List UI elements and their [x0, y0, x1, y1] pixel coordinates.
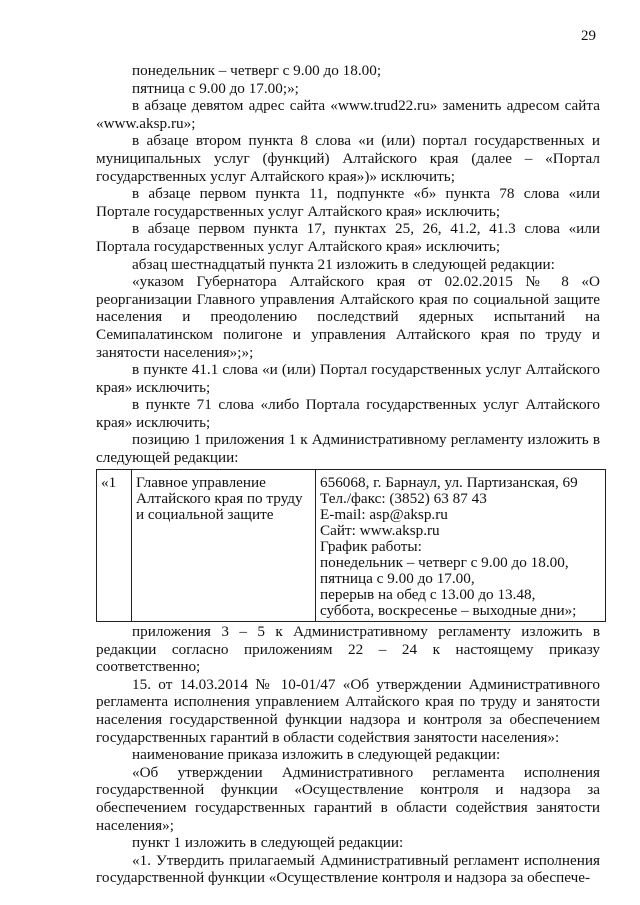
contact-line: Тел./факс: (3852) 63 87 43	[320, 490, 487, 507]
paragraph: пункт 1 изложить в следующей редакции:	[132, 834, 404, 852]
body-text-top	[96, 62, 600, 467]
contact-line: суббота, воскресенье – выходные дни»;	[320, 602, 577, 619]
table-cell-number: «1	[97, 470, 132, 622]
paragraph: 15. от 14.03.2014 № 10-01/47 «Об утверждении Административного регламента исполнения управлением Алтайского края по труду и занятости населения государственной функции надзора и контроля за обеспечением государственных гарантий в области содействия занятости населения»:	[96, 675, 600, 746]
paragraph: «указом Губернатора Алтайского края от 02.02.2015 № 8 «О реорганизации Главного управления Алтайского края по социальной защите населения и преодолению последствий ядерных испытаний на Семипалатинском полигоне и управления Алтайского края по труду и занятости населения»;»;	[96, 273, 600, 361]
body-text-bottom	[96, 623, 600, 887]
contact-line: E-mail: asp@aksp.ru	[320, 506, 448, 523]
contact-line: График работы:	[320, 538, 422, 555]
paragraph: наименование приказа изложить в следующей редакции:	[132, 746, 501, 764]
paragraph: в пункте 71 слова «либо Портала государственных услуг Алтайского края» исключить;	[96, 396, 600, 431]
contact-line: понедельник – четверг с 9.00 до 18.00,	[320, 554, 569, 571]
paragraph: пятница с 9.00 до 17.00;»;	[132, 79, 299, 97]
contact-line: пятница с 9.00 до 17.00,	[320, 570, 475, 587]
paragraph: в абзаце первом пункта 11, подпункте «б» пункта 78 слова «или Портале государственных услуг Алтайского края» исключить;	[96, 185, 600, 220]
table-cell-contacts	[316, 470, 606, 622]
table-row	[97, 470, 606, 622]
contact-line: 656068, г. Барнаул, ул. Партизанская, 69	[320, 474, 578, 491]
paragraph: «1. Утвердить прилагаемый Административный регламент исполнения государственной функции «Осуществление контроля и надзора за обеспече-	[96, 851, 600, 887]
paragraph: абзац шестнадцатый пункта 21 изложить в следующей редакции:	[132, 255, 555, 273]
paragraph: позицию 1 приложения 1 к Административному регламенту изложить в следующей редакции:	[96, 431, 600, 467]
contact-line: перерыв на обед с 13.00 до 13.48,	[320, 586, 536, 603]
paragraph: в абзаце втором пункта 8 слова «и (или) портал государственных и муниципальных услуг (функций) Алтайского края (далее – «Портал государственных услуг Алтайского края»)» исключить;	[96, 132, 600, 185]
paragraph: понедельник – четверг с 9.00 до 18.00;	[132, 62, 382, 79]
page-number: 29	[581, 28, 596, 44]
paragraph: в абзаце первом пункта 17, пунктах 25, 26, 41.2, 41.3 слова «или Портала государственных услуг Алтайского края» исключить;	[96, 220, 600, 255]
contact-table	[96, 469, 606, 622]
paragraph: в абзаце девятом адрес сайта «www.trud22.ru» заменить адресом сайта «www.aksp.ru»;	[96, 97, 600, 132]
paragraph: в пункте 41.1 слова «и (или) Портал государственных услуг Алтайского края» исключить;	[96, 361, 600, 396]
contact-line: Сайт: www.aksp.ru	[320, 522, 440, 539]
table-cell-organization: Главное управление Алтайского края по труду и социальной защите	[132, 470, 316, 622]
paragraph: «Об утверждении Административного регламента исполнения государственной функции «Осуществление контроля и надзора за обеспечением государственных гарантий в области содействия занятости населения»;	[96, 763, 600, 834]
paragraph: приложения 3 – 5 к Административному регламенту изложить в редакции согласно приложениям 22 – 24 к настоящему приказу соответственно;	[96, 623, 600, 676]
